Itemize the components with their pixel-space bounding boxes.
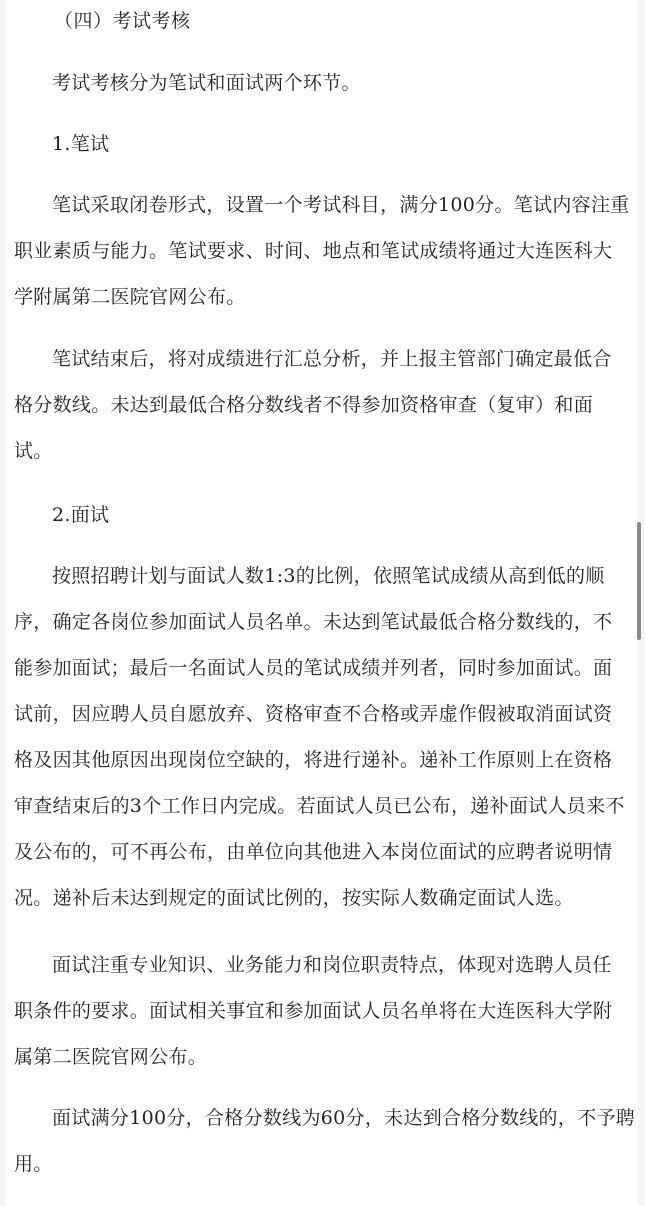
paragraph-line: 职业素质与能力。笔试要求、时间、地点和笔试成绩将通过大连医科大 [14, 240, 613, 262]
paragraph-line: 试。 [14, 440, 53, 462]
paragraph-line: 学附属第二医院官网公布。 [14, 286, 246, 308]
paragraph-line: 考试考核分为笔试和面试两个环节。 [52, 72, 361, 94]
paragraph-line: 笔试采取闭卷形式，设置一个考试科目，满分100分。笔试内容注重 [52, 194, 630, 216]
subsection-title: 2.面试 [52, 504, 110, 526]
paragraph-line: 笔试结束后，将对成绩进行汇总分析，并上报主管部门确定最低合 [52, 348, 612, 370]
vertical-scrollbar[interactable] [637, 522, 641, 640]
paragraph-line: 格及因其他原因出现岗位空缺的，将进行递补。递补工作原则上在资格 [14, 749, 613, 771]
paragraph-line: 属第二医院官网公布。 [14, 1046, 208, 1068]
paragraph-line: 用。 [14, 1153, 53, 1175]
document-page [6, 0, 638, 1206]
paragraph-line: 况。递补后未达到规定的面试比例的，按实际人数确定面试人选。 [14, 887, 574, 909]
subsection-title: 1.笔试 [52, 133, 110, 155]
paragraph-line: 按照招聘计划与面试人数1:3的比例，依照笔试成绩从高到低的顺 [52, 565, 605, 587]
paragraph-line: 面试注重专业知识、业务能力和岗位职责特点，体现对选聘人员任 [52, 954, 612, 976]
paragraph-line: 面试满分100分，合格分数线为60分，未达到合格分数线的，不予聘 [52, 1107, 636, 1129]
section-heading: （四）考试考核 [54, 10, 191, 32]
written-exam-title [14, 121, 632, 167]
paragraph-line: 能参加面试；最后一名面试人员的笔试成绩并列者，同时参加面试。面 [14, 657, 613, 679]
written-paragraph-2 [14, 336, 632, 474]
paragraph-line: 格分数线。未达到最低合格分数线者不得参加资格审查（复审）和面 [14, 394, 594, 416]
interview-paragraph-3 [14, 1095, 636, 1187]
written-paragraph-1 [14, 182, 632, 320]
interview-paragraph-1 [14, 553, 632, 921]
paragraph-line: 及公布的，可不再公布，由单位向其他进入本岗位面试的应聘者说明情 [14, 841, 613, 863]
paragraph-line: 序，确定各岗位参加面试人员名单。未达到笔试最低合格分数线的，不 [14, 611, 613, 633]
interview-title [14, 492, 632, 538]
paragraph-line: 职条件的要求。面试相关事宜和参加面试人员名单将在大连医科大学附 [14, 1000, 613, 1022]
intro-paragraph [14, 60, 632, 106]
interview-paragraph-2 [14, 942, 632, 1080]
paragraph-line: 试前，因应聘人员自愿放弃、资格审查不合格或弄虚作假被取消面试资 [14, 703, 613, 725]
paragraph-line: 审查结束后的3个工作日内完成。若面试人员已公布，递补面试人员来不 [14, 795, 625, 817]
